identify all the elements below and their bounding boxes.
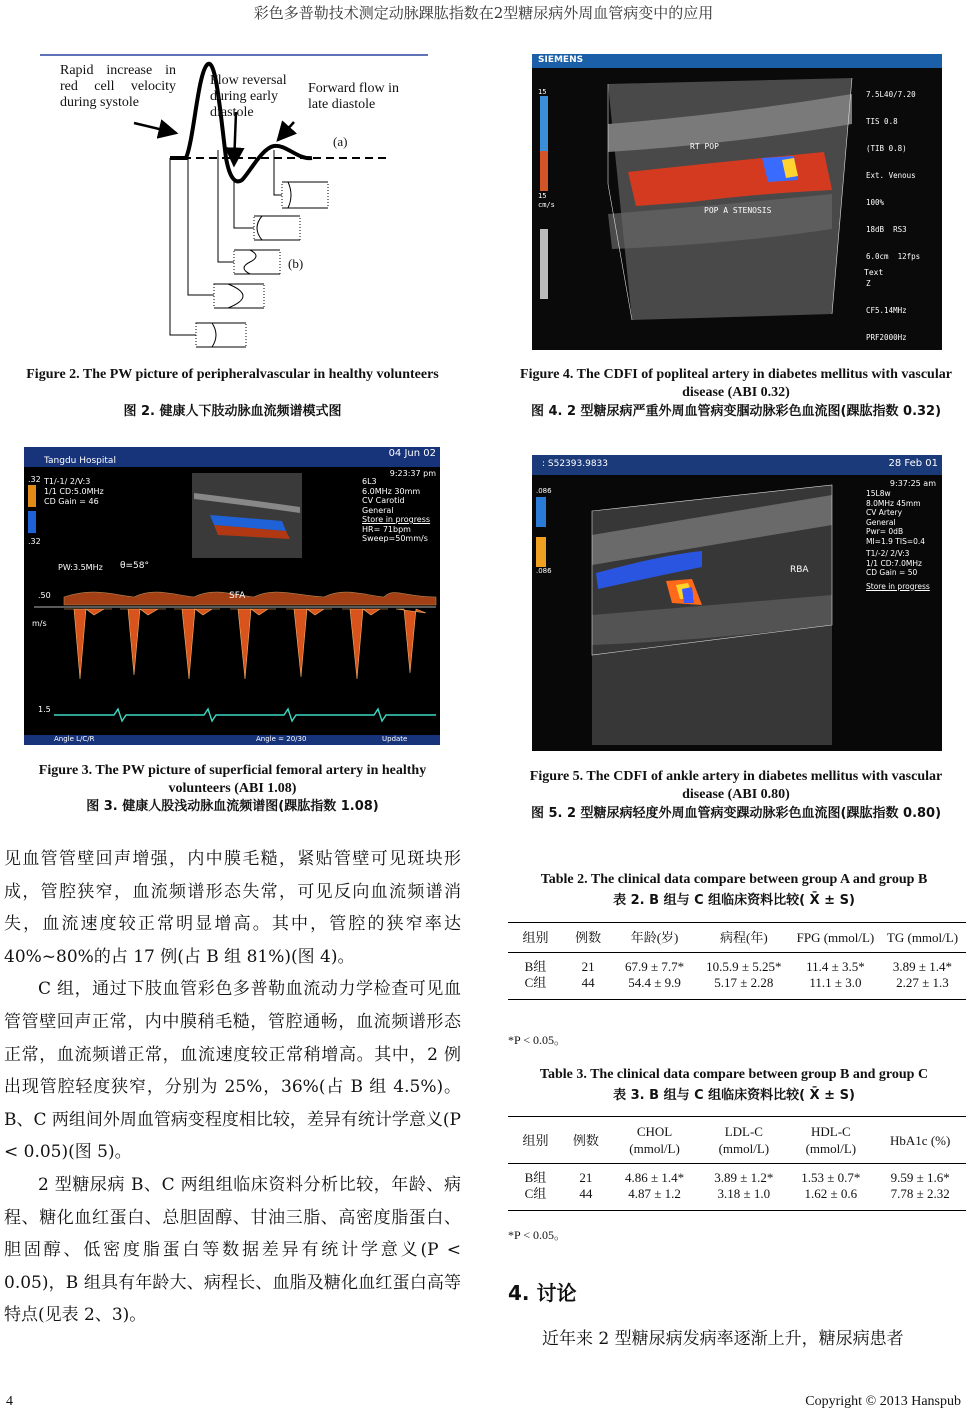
table-row <box>508 1164 966 1211</box>
us-setting-line: CV Carotid <box>362 496 405 505</box>
us-footer-mid: Angle = 20/30 <box>256 735 307 743</box>
us-footer-right: Update <box>382 735 408 743</box>
table-2-note: *P < 0.05。 <box>508 1033 566 1047</box>
us-vessel-label: RBA <box>790 565 809 575</box>
left-column-text <box>4 843 461 1332</box>
table-cell: 21 <box>579 1170 593 1185</box>
us-hospital: Tangdu Hospital <box>44 456 116 466</box>
arrow-systole <box>134 123 176 133</box>
table-cell: 44 <box>579 1186 593 1201</box>
us-vessel-label: SFA <box>229 591 246 601</box>
us-setting-line: Pwr= 0dB <box>866 527 904 536</box>
table-2 <box>508 922 966 1000</box>
table-cell: 21 <box>581 959 595 974</box>
us-time: 9:37:25 am <box>889 479 936 488</box>
us-setting-line: TIS 0.8 <box>866 117 898 126</box>
figure-3-caption-en: Figure 3. The PW picture of superficial femoral artery in healthy volunteers (ABI 1.08) <box>38 763 427 796</box>
us-pw-freq: PW:3.5MHz <box>58 563 103 572</box>
us-patient-id: : S52393.9833 <box>542 459 609 469</box>
us-scale-unit: cm/s <box>538 201 555 209</box>
table-cell: 11.1 ± 3.0 <box>809 975 862 990</box>
figure-5-caption-en: Figure 5. The CDFI of ankle artery in diabetes mellitus with vascular disease (ABI 0.80) <box>529 769 943 802</box>
table-cell: 54.4 ± 9.9 <box>628 975 681 990</box>
paragraph: 见血管管壁回声增强，内中膜毛糙，紧贴管壁可见斑块形成，管腔狭窄，血流频谱形态失常，可见反向血流频谱消失，血流速度较正常明显增高。其中，管腔的狭窄率达 40%~80%的占 17 例(占 B 组 81%)(图 4)。 <box>4 849 461 967</box>
us-setting-line: 6.0MHz 30mm <box>362 486 421 496</box>
us-date: 28 Feb 01 <box>888 458 938 469</box>
table-cell: 67.9 ± 7.7* <box>624 959 685 974</box>
us-text-label: Text <box>864 268 884 277</box>
color-scale-cool <box>28 511 36 533</box>
table-3-note: *P < 0.05。 <box>508 1228 566 1242</box>
vessel-profile-5 <box>196 323 246 347</box>
lead-line-5 <box>274 150 282 195</box>
us-setting-line: CD Gain = 50 <box>866 568 918 577</box>
column-header: CHOL (mmol/L) <box>609 1117 701 1164</box>
us-setting-line: 6.0cm 12fps <box>866 252 921 261</box>
table-2-caption-en: Table 2. The clinical data compare between group A and group B <box>540 872 928 887</box>
column-header: 例数 <box>563 923 613 953</box>
running-header: 彩色多普勒技术测定动脉踝肱指数在2型糖尿病外周血管病变中的应用 <box>253 4 714 22</box>
paragraph: 2 型糖尿病 B、C 两组组临床资料分析比较，年龄、病程、糖化血红蛋白、总胆固醇、甘油三脂、高密度脂蛋白、胆固醇、低密度脂蛋白等数据差异有统计学意义(P < 0.05)，B 组具有年龄大、病程长、血脂及糖化血红蛋白高等特点(见表 2、3)。 <box>4 1174 461 1326</box>
table-cell: C组 <box>524 975 547 990</box>
us-setting-line: 8.0MHz 45mm <box>866 498 921 508</box>
us-unit: m/s <box>32 619 47 628</box>
page-number: 4 <box>6 1394 13 1409</box>
table-cell: 3.89 ± 1.2* <box>714 1170 774 1185</box>
right-column-text <box>508 1323 966 1356</box>
table-3 <box>508 1116 966 1211</box>
us-setting-line: F100Hz <box>866 360 894 369</box>
us-setting-line: 60dB RS4 <box>866 387 907 396</box>
us-setting-line: 18dB RS3 <box>866 225 907 234</box>
annotation-systole: Rapid increase in red cell velocity during systole <box>60 63 176 110</box>
color-scale-red <box>540 151 548 191</box>
table-cell: C组 <box>524 1186 547 1201</box>
flow-blue-2 <box>682 587 694 603</box>
table-cell: 10.5.9 ± 5.25* <box>706 959 782 974</box>
us-setting-line: T1/-2/ 2/V:3 <box>866 549 910 558</box>
us-vel-bottom: 1.5 <box>38 705 51 714</box>
us-setting-line: 15L8w <box>866 489 891 498</box>
us-settings <box>866 72 920 414</box>
column-header: TG (mmol/L) <box>879 923 966 953</box>
us-setting-line: 6L3 <box>362 477 377 486</box>
table-cell: 44 <box>581 975 595 990</box>
figure-2-diagram <box>36 50 436 350</box>
us-scale-bottom: .086 <box>536 567 552 575</box>
table-cell: 4.87 ± 1.2 <box>628 1186 681 1201</box>
column-header: FPG (mmol/L) <box>792 923 879 953</box>
us-settings <box>866 489 930 591</box>
us-setting-line: CD Gain = 46 <box>44 497 99 506</box>
table-cell: 9.59 ± 1.6* <box>890 1170 950 1185</box>
label-b: (b) <box>288 256 304 271</box>
us-theta: θ=58° <box>120 561 149 571</box>
us-settings-left <box>44 477 104 507</box>
arrow-forward <box>278 122 294 140</box>
column-header: 例数 <box>563 1117 609 1164</box>
us-date: 04 Jun 02 <box>388 448 436 459</box>
us-vel-top: .50 <box>38 591 51 600</box>
doppler-spectrum <box>64 592 436 679</box>
table-header-row <box>508 923 966 953</box>
us-scale-bottom: 15 <box>538 192 547 200</box>
color-scale-blue <box>540 96 548 151</box>
table-cell: 3.18 ± 1.0 <box>717 1186 771 1201</box>
us-setting-line: General <box>362 505 394 515</box>
us-scale-top: .086 <box>536 487 552 495</box>
color-scale-blue <box>536 497 546 527</box>
figure-5-image <box>532 455 942 751</box>
figure-2-caption-cn: 图 2. 健康人下肢动脉血流频谱模式图 <box>123 404 342 419</box>
table-cell: 3.89 ± 1.4* <box>892 959 953 974</box>
figure-4-caption-cn: 图 4. 2 型糖尿病严重外周血管病变腘动脉彩色血流图(踝肱指数 0.32) <box>530 404 942 419</box>
column-header: 组别 <box>508 1117 563 1164</box>
us-setting-line: 7.5L40/7.20 <box>866 90 916 99</box>
us-setting-line: HR= 71bpm <box>362 524 411 534</box>
figure-5-caption-cn: 图 5. 2 型糖尿病轻度外周血管病变踝动脉彩色血流图(踝肱指数 0.80) <box>530 806 942 821</box>
copyright: Copyright © 2013 Hanspub <box>805 1394 961 1409</box>
us-vessel-label: RT POP <box>690 142 719 151</box>
bmode-window <box>192 473 302 558</box>
column-header: 组别 <box>508 923 563 953</box>
table-cell: 1.62 ± 0.6 <box>804 1186 858 1201</box>
table-cell: 5.17 ± 2.28 <box>714 975 774 990</box>
us-setting-line: MI=1.9 TIS=0.4 <box>866 536 926 546</box>
annotation-forward: Forward flow in late diastole <box>308 81 399 112</box>
us-scale-top: .32 <box>28 475 41 484</box>
us-scale-bottom: .32 <box>28 537 41 546</box>
paragraph: C 组，通过下肢血管彩色多普勒血流动力学检查可见血管管壁回声正常，内中膜稍毛糙，管腔通畅，血流频谱形态正常，血流频谱正常，血流速度较正常稍增高。其中，2 例出现管腔轻度狭窄，分别为 25%，36%(占 B 组 4.5%)。B、C 两组间外周血管病变程度相比较，差异有统计学意义(P < 0.05)(图 5)。 <box>4 979 461 1163</box>
table-cell: 1.53 ± 0.7* <box>801 1170 861 1185</box>
us-setting-line: Store in progress <box>362 515 431 524</box>
table-row <box>508 953 966 1000</box>
us-stenosis-label: POP A STENOSIS <box>704 206 772 215</box>
us-scale-top: 15 <box>538 88 547 96</box>
us-setting-line: Store in progress <box>866 581 930 591</box>
us-settings-right <box>362 477 430 544</box>
gray-scale <box>540 229 548 299</box>
column-header: HbA1c (%) <box>874 1117 966 1164</box>
lead-line-1 <box>170 158 196 335</box>
table-3-caption-en: Table 3. The clinical data compare between group B and group C <box>539 1067 929 1082</box>
lead-line-2 <box>188 150 214 295</box>
figure-3-caption-cn: 图 3. 健康人股浅动脉血流频谱图(踝肱指数 1.08) <box>86 799 379 814</box>
column-header: 年龄(岁) <box>613 923 695 953</box>
figure-4-caption-en: Figure 4. The CDFI of popliteal artery in diabetes mellitus with vascular disease (ABI 0.32) <box>520 367 952 400</box>
us-setting-line: 1/1 CD:7.0MHz <box>866 558 922 568</box>
table-cell: B组 <box>524 959 547 974</box>
column-header: LDL-C (mmol/L) <box>700 1117 787 1164</box>
us-setting-line: CF5.14MHz <box>866 306 907 315</box>
us-setting-line: 100% <box>866 198 885 207</box>
table-cell: 2.27 ± 1.3 <box>896 975 949 990</box>
us-setting-line: PRF2000Hz <box>866 333 907 342</box>
us-setting-line: CV Artery <box>866 508 903 517</box>
annotation-reversal: Flow reversal during early diastole <box>210 73 287 120</box>
color-scale-warm <box>28 485 36 507</box>
table-2-caption-cn: 表 2. B 组与 C 组临床资料比较( X̄ ± S) <box>613 893 855 908</box>
figure-2-caption-en: Figure 2. The PW picture of peripheralvascular in healthy volunteers <box>26 367 439 382</box>
figure-3-image <box>24 447 440 745</box>
table-cell: B组 <box>524 1170 547 1185</box>
table-header-row <box>508 1117 966 1164</box>
label-a: (a) <box>333 134 348 149</box>
vessel-profile-1 <box>282 182 328 208</box>
column-header: HDL-C (mmol/L) <box>787 1117 874 1164</box>
us-setting-line: Sweep=50mm/s <box>362 534 428 543</box>
us-setting-line: General <box>866 517 896 527</box>
ecg-trace <box>54 709 436 721</box>
table-cell: 4.86 ± 1.4* <box>624 1170 685 1185</box>
column-header: 病程(年) <box>696 923 792 953</box>
table-3-caption-cn: 表 3. B 组与 C 组临床资料比较( X̄ ± S) <box>613 1088 855 1103</box>
color-scale-warm <box>536 537 546 567</box>
us-setting-line: (TIB 0.8) <box>866 144 907 153</box>
table-cell: 7.78 ± 2.32 <box>890 1186 950 1201</box>
us-brand-bar <box>532 54 942 68</box>
us-setting-line: Ext. Venous <box>866 171 916 180</box>
us-brand: SIEMENS <box>538 55 584 65</box>
vessel-profile-4 <box>214 284 264 308</box>
section-heading: 4. 讨论 <box>508 1281 577 1305</box>
us-setting-line: T1/-1/ 2/V:3 <box>44 477 91 486</box>
us-time: 9:23:37 pm <box>389 469 436 478</box>
vessel-profile-3 <box>234 250 280 274</box>
table-cell: 11.4 ± 3.5* <box>806 959 865 974</box>
us-footer-left: Angle L/C/R <box>54 735 95 743</box>
us-setting-line: 1/1 CD:5.0MHz <box>44 487 104 496</box>
us-setting-line: Z <box>866 279 871 288</box>
paragraph: 近年来 2 型糖尿病发病率逐渐上升，糖尿病患者 <box>542 1329 904 1349</box>
vessel-profile-2 <box>254 216 300 240</box>
lead-line-4 <box>234 180 254 228</box>
